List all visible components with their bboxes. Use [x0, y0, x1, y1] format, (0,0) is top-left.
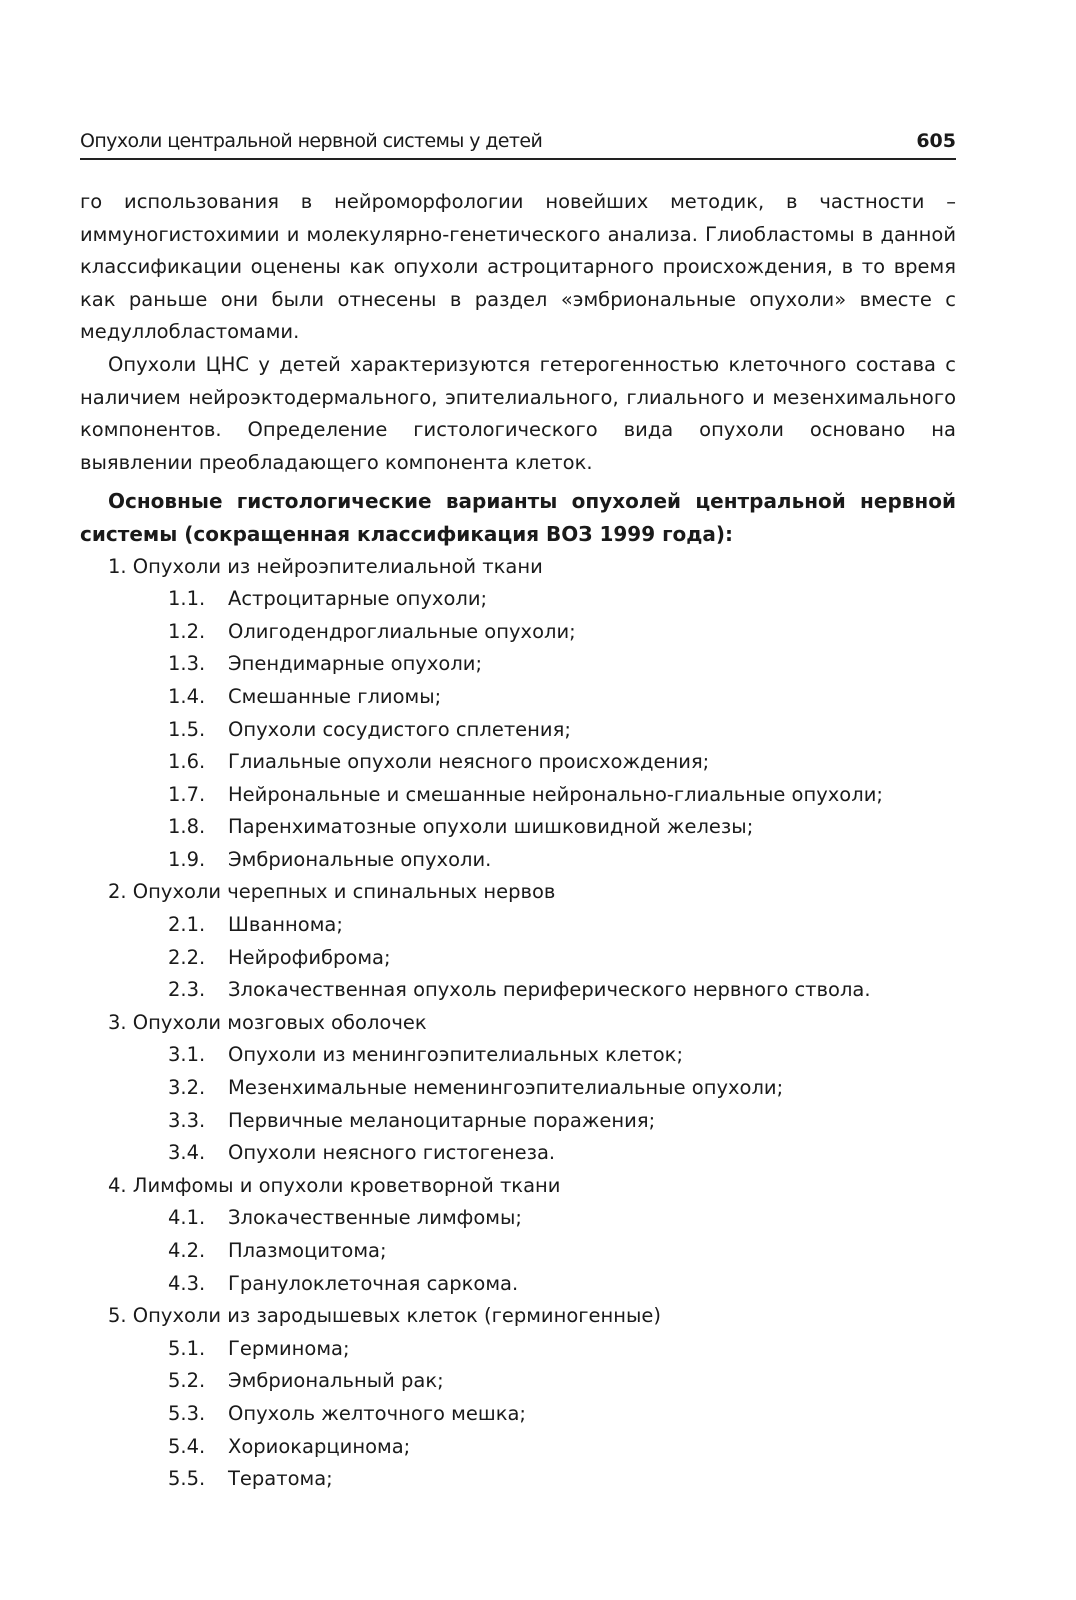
- list-item: [80, 1398, 956, 1431]
- paragraph-continuation: го использования в нейроморфологии новейших методик, в частности – иммуногистохимии и молекулярно-генетического анализа. Глиобластомы в данной классификации оценены как опухоли астроцитарного происхождения, в то время как раньше они были отнесены в раздел «эмбриональные опухоли» вместе с медуллобластомами.: [80, 190, 956, 344]
- body-text: [80, 186, 956, 1496]
- item-number: 5.2.: [168, 1369, 206, 1393]
- item-number: 3.1.: [168, 1043, 206, 1067]
- item-text: Эмбриональные опухоли.: [228, 847, 492, 871]
- item-text: Мезенхимальные неменингоэпителиальные опухоли;: [228, 1076, 784, 1100]
- item-text: Герминома;: [228, 1336, 350, 1360]
- list-item: [80, 714, 956, 747]
- group-title: 4. Лимфомы и опухоли кроветворной ткани: [108, 1173, 561, 1197]
- item-number: 5.5.: [168, 1467, 206, 1491]
- list-item: [80, 1333, 956, 1366]
- group-title: 5. Опухоли из зародышевых клеток (герминогенные): [108, 1304, 661, 1328]
- item-number: 1.8.: [168, 815, 206, 839]
- item-number: 1.4.: [168, 684, 206, 708]
- item-text: Нейрональные и смешанные нейронально-глиальные опухоли;: [228, 782, 883, 806]
- paragraph-cns-tumors: Опухоли ЦНС у детей характеризуются гетерогенностью клеточного состава с наличием нейроэктодермального, эпителиального, глиального и мезенхимального компонентов. Определение гистологического вида опухоли основано на выявлении преобладающего компонента клеток.: [80, 352, 956, 474]
- list-item: [80, 1365, 956, 1398]
- list-item: [80, 1202, 956, 1235]
- item-text: Тератома;: [228, 1467, 333, 1491]
- item-text: Паренхиматозные опухоли шишковидной железы;: [228, 815, 754, 839]
- item-text: Плазмоцитома;: [228, 1239, 387, 1262]
- group-title: 1. Опухоли из нейроэпителиальной ткани: [108, 554, 543, 578]
- item-text: Шваннома;: [228, 913, 343, 937]
- list-item: [80, 974, 956, 1007]
- list-item: [80, 648, 956, 681]
- item-number: 3.4.: [168, 1141, 206, 1165]
- group-title: 2. Опухоли черепных и спинальных нервов: [108, 880, 556, 904]
- item-number: 1.3.: [168, 652, 206, 676]
- list-item: [80, 616, 956, 649]
- item-text: Олигодендроглиальные опухоли;: [228, 619, 576, 643]
- subgroup-list: [80, 1202, 956, 1300]
- item-text: Хориокарцинома;: [228, 1434, 411, 1458]
- classification-group: [80, 1300, 956, 1496]
- classification-heading: Основные гистологические варианты опухолей центральной нервной системы (сокращенная классификация ВОЗ 1999 года):: [80, 489, 956, 546]
- item-number: 2.2.: [168, 945, 206, 969]
- subgroup-list: [80, 1333, 956, 1496]
- item-text: Эпендимарные опухоли;: [228, 652, 483, 676]
- item-text: Опухоль желточного мешка;: [228, 1401, 527, 1425]
- list-item: [80, 1105, 956, 1138]
- item-number: 3.3.: [168, 1108, 206, 1132]
- page-number: 605: [916, 130, 956, 152]
- list-item: [80, 1431, 956, 1464]
- item-number: 1.2.: [168, 619, 206, 643]
- list-item: [80, 811, 956, 844]
- classification-group: [80, 1007, 956, 1170]
- item-number: 1.5.: [168, 717, 206, 741]
- list-item: [80, 1463, 956, 1496]
- item-number: 5.4.: [168, 1434, 206, 1458]
- list-item: [80, 942, 956, 975]
- list-item: [80, 1137, 956, 1170]
- item-number: 3.2.: [168, 1076, 206, 1100]
- item-number: 1.9.: [168, 847, 206, 871]
- item-number: 2.3.: [168, 978, 206, 1002]
- item-number: 4.1.: [168, 1206, 206, 1230]
- classification-group: [80, 876, 956, 1006]
- item-text: Смешанные глиомы;: [228, 684, 442, 708]
- classification-group: [80, 551, 956, 877]
- item-number: 4.2.: [168, 1239, 206, 1262]
- item-text: Эмбриональный рак;: [228, 1369, 444, 1393]
- subgroup-list: [80, 583, 956, 876]
- subgroup-list: [80, 909, 956, 1007]
- list-item: [80, 746, 956, 779]
- list-item: [80, 681, 956, 714]
- list-item: [80, 779, 956, 812]
- list-item: [80, 1235, 956, 1268]
- group-title: 3. Опухоли мозговых оболочек: [108, 1010, 427, 1034]
- classification-list: [80, 551, 956, 1496]
- list-item: [80, 1039, 956, 1072]
- list-item: [80, 1268, 956, 1301]
- item-number: 1.1.: [168, 587, 206, 611]
- list-item: [80, 844, 956, 877]
- item-number: 5.1.: [168, 1336, 206, 1360]
- running-title: Опухоли центральной нервной системы у детей: [80, 130, 543, 152]
- item-number: 1.6.: [168, 750, 206, 774]
- item-text: Астроцитарные опухоли;: [228, 587, 488, 611]
- item-number: 1.7.: [168, 782, 206, 806]
- list-item: [80, 583, 956, 616]
- item-text: Нейрофиброма;: [228, 945, 391, 969]
- classification-group: [80, 1170, 956, 1300]
- book-page: [80, 130, 956, 1496]
- item-text: Опухоли неясного гистогенеза.: [228, 1141, 556, 1165]
- item-text: Глиальные опухоли неясного происхождения;: [228, 750, 710, 774]
- item-text: Злокачественная опухоль периферического нервного ствола.: [228, 978, 871, 1002]
- item-number: 2.1.: [168, 913, 206, 937]
- list-item: [80, 909, 956, 942]
- item-text: Гранулоклеточная саркома.: [228, 1271, 519, 1295]
- item-number: 4.3.: [168, 1271, 206, 1295]
- item-text: Опухоли из менингоэпителиальных клеток;: [228, 1043, 684, 1067]
- item-text: Злокачественные лимфомы;: [228, 1206, 522, 1230]
- running-head: [80, 130, 956, 160]
- item-text: Опухоли сосудистого сплетения;: [228, 717, 571, 741]
- list-item: [80, 1072, 956, 1105]
- item-text: Первичные меланоцитарные поражения;: [228, 1108, 656, 1132]
- subgroup-list: [80, 1039, 956, 1169]
- item-number: 5.3.: [168, 1401, 206, 1425]
